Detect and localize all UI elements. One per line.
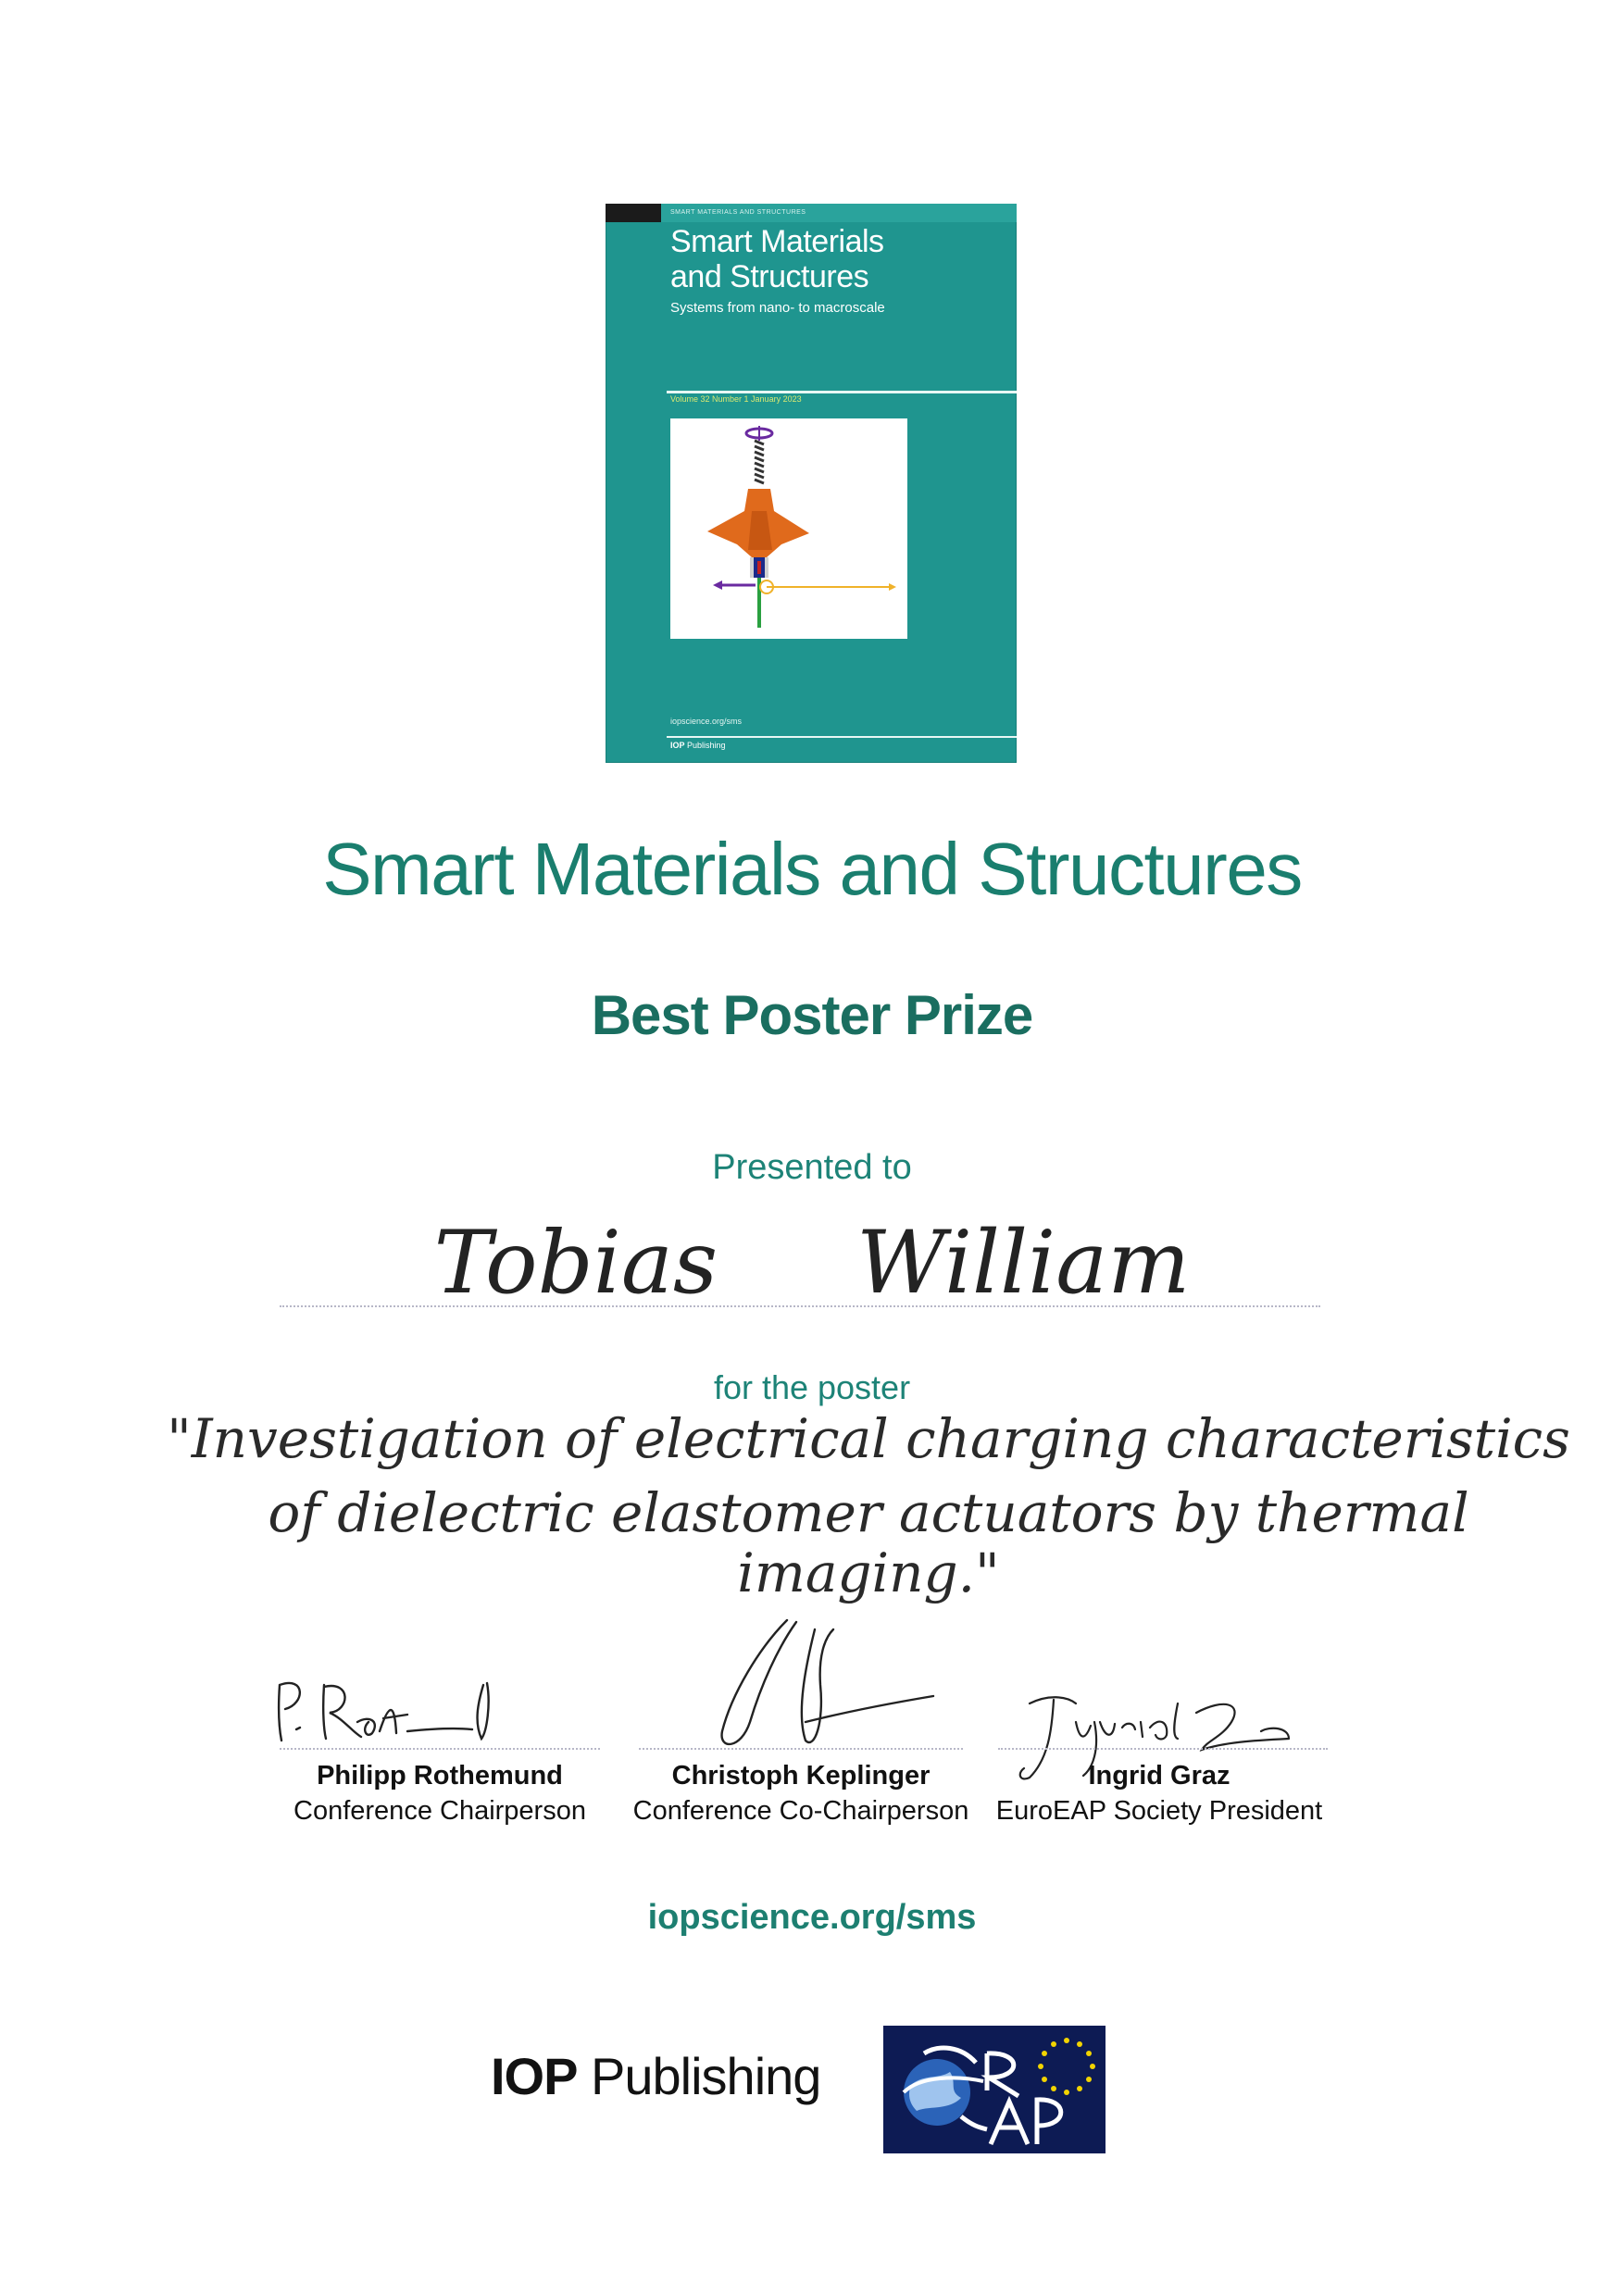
- journal-cover: [606, 204, 1017, 763]
- signatory-role: Conference Chairperson: [294, 1796, 586, 1826]
- cover-kicker: SMART MATERIALS AND STRUCTURES: [670, 209, 806, 216]
- certificate-title: Smart Materials and Structures: [322, 828, 1302, 910]
- presented-to-label: Presented to: [712, 1148, 912, 1187]
- cover-bottom-divider: [667, 736, 1017, 738]
- cover-url: iopscience.org/sms: [670, 717, 743, 726]
- cover-illustration: [670, 418, 907, 639]
- poster-title-line-2: of dielectric elastomer actuators by thermal: [268, 1481, 1469, 1544]
- cover-issue: Volume 32 Number 1 January 2023: [670, 394, 802, 404]
- prize-title: Best Poster Prize: [591, 984, 1033, 1046]
- euroeap-logo-mark: [883, 2026, 1106, 2153]
- signatory-name: Christoph Keplinger: [671, 1761, 931, 1791]
- website-url: iopscience.org/sms: [647, 1898, 977, 1937]
- for-the-poster-label: for the poster: [713, 1368, 911, 1406]
- signature-line-2: [639, 1748, 963, 1750]
- poster-title-line-1: "Investigation of electrical charging characteristics: [167, 1407, 1570, 1470]
- cover-top-bar: [606, 204, 1017, 222]
- cover-publisher: IOP Publishing: [670, 741, 726, 750]
- cover-title: Smart Materials and Structures: [670, 224, 884, 294]
- signatory-role: Conference Co-Chairperson: [632, 1796, 969, 1826]
- iop-publishing-logo: IOP Publishing: [491, 2047, 821, 2105]
- cover-subtitle: Systems from nano- to macroscale: [670, 300, 885, 316]
- signatory-name: Ingrid Graz: [1088, 1761, 1230, 1791]
- cover-divider: [667, 391, 1017, 393]
- signatory-name: Philipp Rothemund: [317, 1761, 563, 1791]
- euroeap-logo: [883, 2026, 1106, 2153]
- recipient-name: Tobias William: [433, 1213, 1191, 1314]
- poster-title-line-3: imaging.": [737, 1541, 1000, 1604]
- recipient-line: [280, 1305, 1320, 1307]
- signatory-role: EuroEAP Society President: [995, 1796, 1323, 1826]
- signature-keplinger: [676, 1611, 954, 1759]
- signature-line-3: [998, 1748, 1328, 1750]
- signature-line-1: [280, 1748, 600, 1750]
- signature-rothemund: [269, 1629, 602, 1750]
- actuator-illustration: [670, 418, 907, 639]
